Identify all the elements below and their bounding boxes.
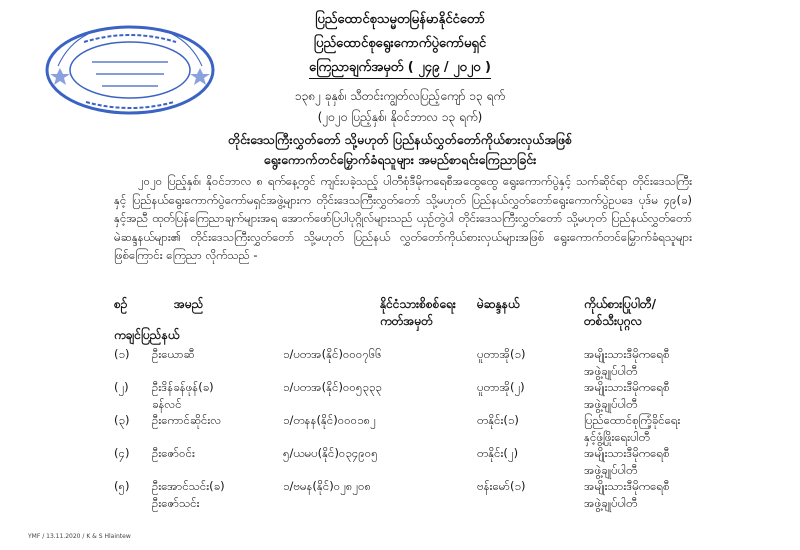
row-party-line2: အဖွဲ့ချုပ်ပါတီ bbox=[584, 364, 638, 378]
announcement-title-line1: တိုင်းဒေသကြီးလွှတ်တော် သို့မဟုတ် ပြည်နယ်လွှတ်တော်ကိုယ်စားလှယ်အဖြစ် bbox=[227, 132, 573, 147]
row-party-line1: အမျိုးသားဒီမိုကရေစီ bbox=[584, 446, 670, 460]
row-party-line1: ပြည်ထောင်စုကြံ့ခိုင်ရေး bbox=[584, 413, 681, 427]
row-name bbox=[152, 445, 302, 462]
country-name: ပြည်ထောင်စုသမ္မတမြန်မာနိုင်ငံတော် bbox=[315, 12, 485, 27]
row-no: (၂) bbox=[114, 380, 129, 394]
row-constituency: ပူတာအို(၂) bbox=[477, 380, 525, 394]
col-header-party-line2: တစ်သီးပုဂ္ဂလ bbox=[584, 314, 643, 328]
row-party-line2: နှင့်ဖွံ့ဖြိုးရေးပါတီ bbox=[584, 430, 650, 444]
row-nrc: ၁/တနန(နိုင်)၀၀၀၁၈၂ bbox=[283, 413, 376, 427]
row-party-line1: အမျိုးသားဒီမိုကရေစီ bbox=[584, 479, 670, 493]
row-nrc: ၁/ဗမန(နိုင်)၀၂၈၂၀၈ bbox=[283, 479, 372, 493]
row-constituency: တနိုင်း(၂) bbox=[477, 446, 519, 460]
row-no: (၄) bbox=[114, 446, 130, 460]
row-name-line1: ဦးအောင်သင်း(ခ) bbox=[152, 479, 225, 493]
row-party-line1: အမျိုးသားဒီမိုကရေစီ bbox=[584, 380, 670, 394]
row-no: (၁) bbox=[114, 347, 130, 361]
col-header-name: အမည် bbox=[174, 297, 204, 311]
row-name-line1: ဦးယောဆီ bbox=[152, 347, 195, 361]
row-party-line1: အမျိုးသားဒီမိုကရေစီ bbox=[584, 347, 670, 361]
announcement-number bbox=[0, 60, 800, 79]
col-header-no: စဉ် bbox=[114, 297, 128, 311]
myanmar-date: ၁၃၈၂ ခုနှစ်၊ သီတင်းကျွတ်လပြည့်ကျော် ၁၃ ရက် bbox=[294, 89, 506, 103]
row-name bbox=[152, 412, 302, 429]
announcement-body: ၂၀၂၀ ပြည့်နှစ်၊ နိုဝင်ဘာလ ၈ ရက်နေ့တွင် ကျင်းပခဲ့သည့် ပါတီစုံဒီမိုကရေစီအထွေထွေ ရွေးကောက်ပွဲနှင့် သက်ဆိုင်ရာ တိုင်းဒေသကြီး နှင့် ပြည်နယ်ရွေးကောက်ပွဲကော်မရှင်အဖွဲ့များက တိုင်းဒေသကြီးလွှတ်တော် သို့မဟုတ် ပြည်နယ်လွှတ်တော်ရွေးကောက်ပွဲဥပဒေ ပုဒ်မ ၄၉(ခ) နှင့်အညီ ထုတ်ပြန်ကြေညာချက်များအရ အောက်ဖော်ပြပါပုဂ္ဂိုလ်များသည် ယှဉ်တွဲပါ တိုင်းဒေသကြီးလွှတ်တော် သို့မဟုတ် ပြည်နယ်လွှတ်တော် မဲဆန္ဒနယ်များ၏ တိုင်းဒေသကြီးလွှတ်တော် သို့မဟုတ် ပြည်နယ် လွှတ်တော်ကိုယ်စားလှယ်များအဖြစ် ရွေးကောက်တင်မြှောက်ခံရသူများဖြစ်ကြောင်း ကြေညာ လိုက်သည် - bbox=[114, 174, 692, 262]
row-party-line2: အဖွဲ့ချုပ်ပါတီ bbox=[584, 463, 638, 477]
row-nrc: ၁/ပတအ(နိုင်)၀၀၀၇၆၆ bbox=[283, 347, 382, 361]
col-header-nrc-line2: ကတ်အမှတ် bbox=[380, 314, 433, 328]
row-constituency: ဗန်းမော်(၁) bbox=[477, 479, 526, 493]
row-party-line2: အဖွဲ့ချုပ်ပါတီ bbox=[584, 496, 638, 510]
row-party bbox=[584, 445, 784, 479]
row-name-line1: ဦးဒိန်ခန်ဖုန်(ခ) bbox=[152, 380, 214, 394]
row-nrc: ၁/ပတအ(နိုင်)၀၀၅၃၃၃ bbox=[283, 380, 382, 394]
col-header-party bbox=[584, 296, 784, 330]
gregorian-date: (၂၀၂၀ ပြည့်နှစ်၊ နိုဝင်ဘာလ ၁၃ ရက်) bbox=[317, 110, 483, 124]
announcement-title-line2: ရွေးကောက်တင်မြှောက်ခံရသူများ အမည်စာရင်းကြေညာခြင်း bbox=[263, 152, 537, 167]
row-no: (၃) bbox=[114, 413, 130, 427]
row-name-line2: ခန်လင် bbox=[152, 397, 182, 411]
row-nrc: ၅/ယမပ(နိုင်)၀၃၄၉၀၅ bbox=[283, 446, 378, 460]
row-name-line1: ဦးကောင်ဆိုင်းလ bbox=[152, 413, 222, 427]
row-name bbox=[152, 379, 302, 413]
row-name-line1: ဦးဇော်ဝင်း bbox=[152, 446, 195, 460]
row-name-line2: ဦးဇော်သင်း bbox=[152, 496, 200, 510]
col-header-nrc-line1: နိုင်ငံသားစိစစ်ရေး bbox=[380, 297, 456, 311]
row-constituency: ပူတာအို(၁) bbox=[477, 347, 526, 361]
col-header-party-line1: ကိုယ်စားပြုပါတီ/ bbox=[584, 297, 656, 311]
row-party bbox=[584, 478, 784, 512]
announcement-number-text: ကြေညာချက်အမှတ် ( ၂၄၉ / ၂၀၂၀ ) bbox=[309, 60, 491, 79]
document-footer: YMF / 13.11.2020 / K & S Hlaintew bbox=[28, 533, 131, 540]
row-constituency: တနိုင်း(၁) bbox=[477, 413, 519, 427]
row-party bbox=[584, 346, 784, 380]
row-name bbox=[152, 478, 302, 512]
commission-name: ပြည်ထောင်စုရွေးကောက်ပွဲကော်မရှင် bbox=[313, 36, 487, 51]
row-name bbox=[152, 346, 302, 363]
row-party bbox=[584, 412, 784, 446]
row-party-line2: အဖွဲ့ချုပ်ပါတီ bbox=[584, 397, 638, 411]
row-party bbox=[584, 379, 784, 413]
section-title-kachin: ကချင်ပြည်နယ် bbox=[114, 328, 180, 342]
col-header-constituency: မဲဆန္ဒနယ် bbox=[477, 297, 520, 311]
row-no: (၅) bbox=[114, 479, 130, 493]
